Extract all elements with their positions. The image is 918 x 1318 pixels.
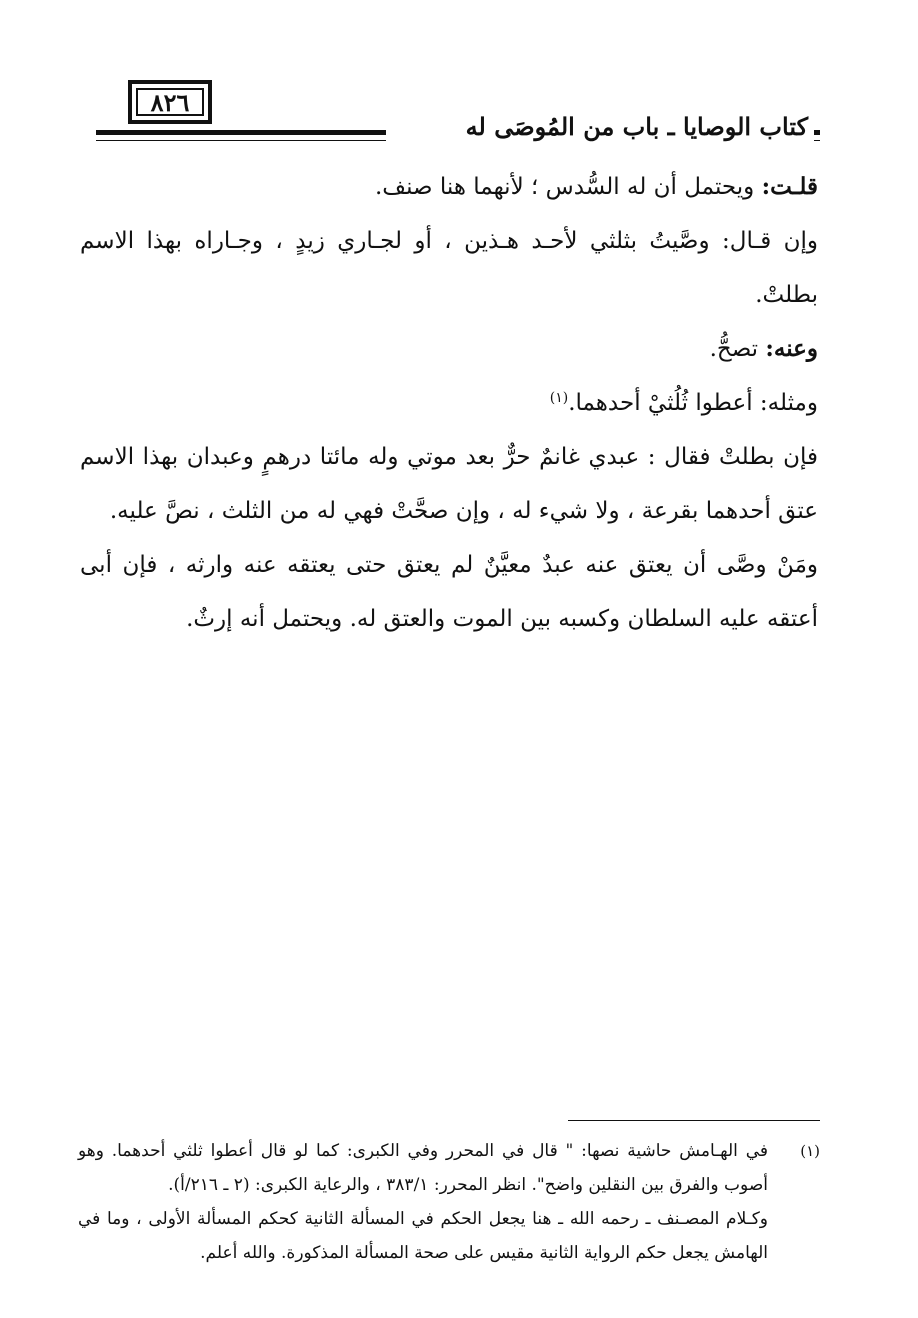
paragraph-text: وإن قـال: وصَّيتُ بثلثي لأحـد هـذين ، أو لجـاري زيدٍ ، وجـاراه بهذا الاسم بطلتْ. [80,228,818,308]
main-text [80,160,818,646]
paragraph [80,430,818,538]
page-number [128,80,212,124]
footnote-separator [568,1120,820,1121]
footnote-marker: (١) [800,1142,820,1160]
paragraph-text: تصحُّ. [709,336,766,362]
header-rule-left-thin [96,140,386,141]
paragraph [80,538,818,646]
paragraph-text: ومَنْ وصَّى أن يعتق عنه عبدٌ معيَّنٌ لم يعتق حتى يعتقه عنه وارثه ، فإن أبى أعتقه عليه السلطان وكسبه بين الموت والعتق له. ويحتمل أنه إرثٌ. [80,552,818,632]
page-number-text: ٨٢٦ [150,87,190,117]
footnote [78,1134,820,1270]
footnote-ref[interactable]: (١) [549,390,569,406]
paragraph-text: فإن بطلتْ فقال : عبدي غانمٌ حرٌّ بعد موتي وله مائتا درهمٍ وعبدان بهذا الاسم عتق أحدهما بقرعة ، ولا شيء له ، وإن صحَّتْ فهي له من الثلث ، نصَّ عليه. [80,444,818,524]
paragraph [80,160,818,214]
paragraph-text: ومثله: أعطوا ثُلُثيْ أحدهما. [568,390,818,416]
paragraph-label: قلـت: [761,173,818,200]
paragraph-text: ويحتمل أن له السُّدس ؛ لأنهما هنا صنف. [374,174,762,200]
running-title: كتاب الوصايا ـ باب من المُوصَى له [460,112,814,141]
paragraph [80,214,818,322]
footnotes [78,1134,820,1270]
paragraph [80,376,818,430]
footnote-line: في الهـامش حاشية نصها: " قال في المحرر وفي الكبرى: كما لو قال أعطوا ثلثي أحدهما. وهو أصوب والفرق بين النقلين واضح". انظر المحرر: ٣٨٣/١ ، والرعاية الكبرى: (٢ ـ ٢١٦/أ). [78,1141,768,1195]
footnote-text [78,1134,768,1270]
footnote-line: وكـلام المصـنف ـ رحمه الله ـ هنا يجعل الحكم في المسألة الثانية كحكم المسألة الأولى ، وما في الهامش يجعل حكم الرواية الثانية مقيس على صحة المسألة المذكورة. والله أعلم. [78,1209,768,1263]
paragraph-label: وعنه: [765,335,818,362]
paragraph [80,322,818,376]
header-rule-left [96,130,386,135]
